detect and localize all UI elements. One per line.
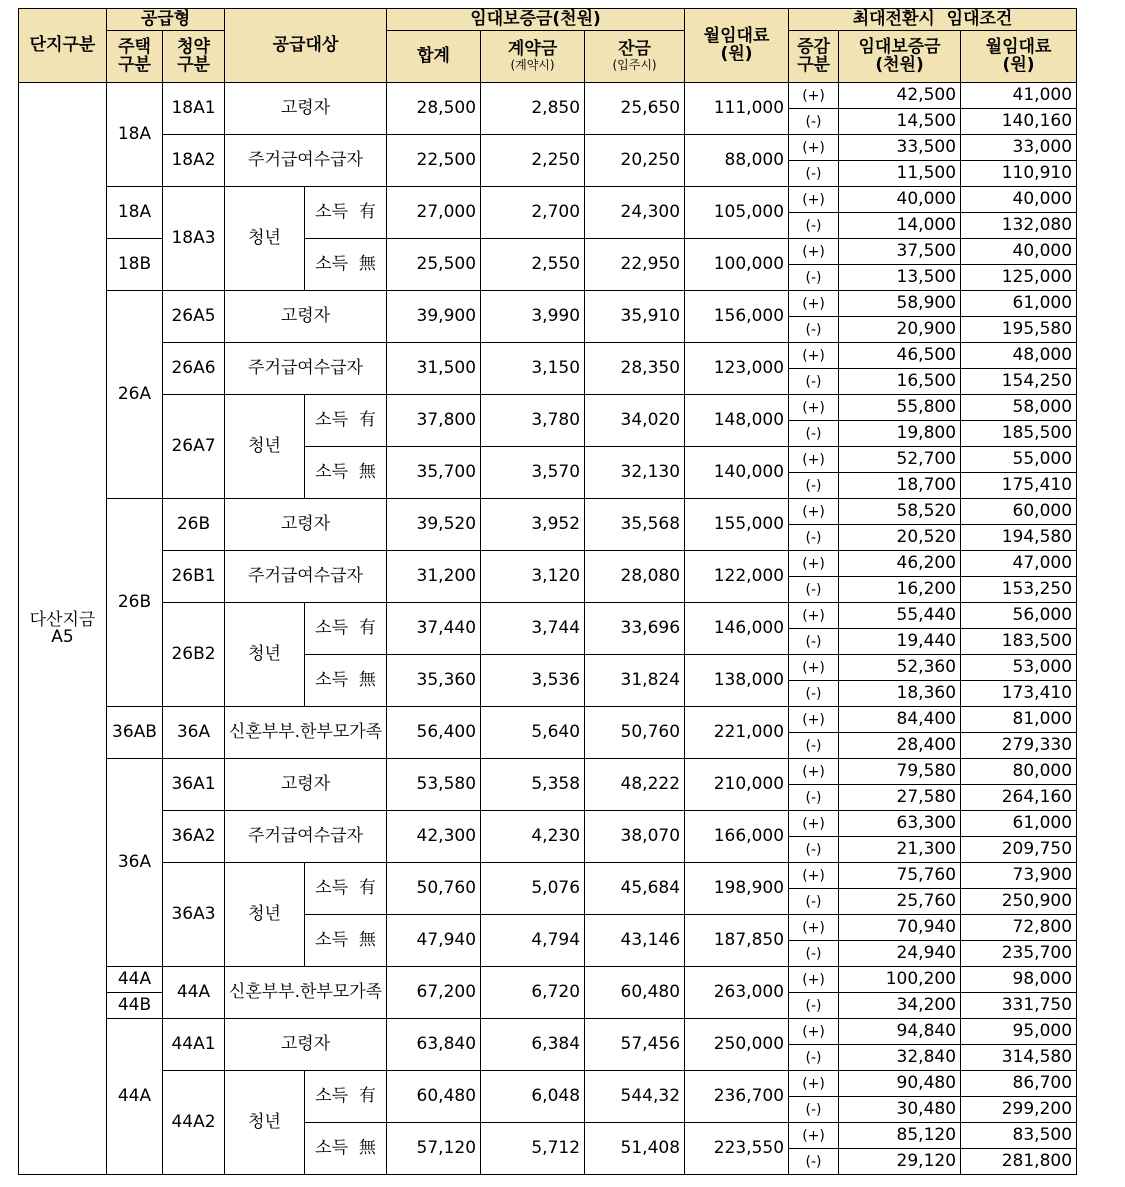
house-type-cell: 44B (107, 993, 163, 1019)
conv-deposit-cell: 63,300 (839, 811, 961, 837)
table-row (19, 603, 1077, 629)
balance-cell: 28,350 (585, 343, 685, 395)
contract-cell: 6,720 (481, 967, 585, 1019)
conv-deposit-cell: 84,400 (839, 707, 961, 733)
minus-sign-cell: (-) (789, 785, 839, 811)
conv-deposit-cell: 70,940 (839, 915, 961, 941)
conv-deposit-cell: 24,940 (839, 941, 961, 967)
conv-deposit-cell: 55,800 (839, 395, 961, 421)
table-row (19, 395, 1077, 421)
minus-sign-cell: (-) (789, 681, 839, 707)
conv-rent-cell: 183,500 (961, 629, 1077, 655)
conv-rent-cell: 235,700 (961, 941, 1077, 967)
minus-sign-cell: (-) (789, 109, 839, 135)
sub-type-cell: 44A1 (163, 1019, 225, 1071)
house-type-cell: 44A (107, 1019, 163, 1175)
contract-cell: 3,150 (481, 343, 585, 395)
house-type-cell: 36AB (107, 707, 163, 759)
minus-sign-cell: (-) (789, 993, 839, 1019)
conv-rent-cell: 56,000 (961, 603, 1077, 629)
rent-cell: 148,000 (685, 395, 789, 447)
contract-cell: 3,536 (481, 655, 585, 707)
conv-rent-cell: 281,800 (961, 1149, 1077, 1175)
rent-cell: 123,000 (685, 343, 789, 395)
rent-cell: 166,000 (685, 811, 789, 863)
table-row (19, 83, 1077, 109)
plus-sign-cell: (+) (789, 707, 839, 733)
rent-cell: 198,900 (685, 863, 789, 915)
plus-sign-cell: (+) (789, 395, 839, 421)
table-row (19, 291, 1077, 317)
target-cell: 고령자 (225, 499, 387, 551)
rent-cell: 146,000 (685, 603, 789, 655)
total-cell: 35,360 (387, 655, 481, 707)
sub-type-cell: 26A5 (163, 291, 225, 343)
conv-deposit-cell: 94,840 (839, 1019, 961, 1045)
balance-cell: 48,222 (585, 759, 685, 811)
conv-deposit-cell: 28,400 (839, 733, 961, 759)
conv-deposit-cell: 18,360 (839, 681, 961, 707)
table-row (19, 1071, 1077, 1097)
conv-deposit-cell: 85,120 (839, 1123, 961, 1149)
balance-cell: 43,146 (585, 915, 685, 967)
minus-sign-cell: (-) (789, 889, 839, 915)
conv-deposit-cell: 42,500 (839, 83, 961, 109)
conv-rent-cell: 194,580 (961, 525, 1077, 551)
income-cell: 소득 有 (305, 1071, 387, 1123)
house-type-cell: 26A (107, 291, 163, 499)
sub-type-cell: 36A2 (163, 811, 225, 863)
total-cell: 42,300 (387, 811, 481, 863)
plus-sign-cell: (+) (789, 915, 839, 941)
table-row (19, 499, 1077, 525)
target-cell: 청년 (225, 603, 305, 707)
conv-deposit-cell: 19,800 (839, 421, 961, 447)
total-cell: 39,900 (387, 291, 481, 343)
house-type-cell: 18A (107, 187, 163, 239)
table-row (19, 863, 1077, 889)
conv-deposit-cell: 100,200 (839, 967, 961, 993)
balance-cell: 28,080 (585, 551, 685, 603)
rent-cell: 111,000 (685, 83, 789, 135)
conv-deposit-cell: 46,200 (839, 551, 961, 577)
conv-deposit-cell: 34,200 (839, 993, 961, 1019)
conv-rent-cell: 53,000 (961, 655, 1077, 681)
header-deposit: 임대보증금(천원) (387, 9, 685, 31)
table-body (19, 83, 1077, 1175)
rent-cell: 122,000 (685, 551, 789, 603)
conv-deposit-cell: 19,440 (839, 629, 961, 655)
target-cell: 고령자 (225, 1019, 387, 1071)
header-rent: 월임대료 (원) (685, 9, 789, 83)
balance-cell: 22,950 (585, 239, 685, 291)
conv-deposit-cell: 20,520 (839, 525, 961, 551)
conv-deposit-cell: 25,760 (839, 889, 961, 915)
contract-cell: 5,358 (481, 759, 585, 811)
balance-cell: 32,130 (585, 447, 685, 499)
income-cell: 소득 無 (305, 1123, 387, 1175)
house-type-cell: 18B (107, 239, 163, 291)
house-type-cell: 44A (107, 967, 163, 993)
conv-deposit-cell: 46,500 (839, 343, 961, 369)
target-cell: 청년 (225, 395, 305, 499)
plus-sign-cell: (+) (789, 655, 839, 681)
conv-deposit-cell: 33,500 (839, 135, 961, 161)
table-row (19, 707, 1077, 733)
contract-cell: 2,850 (481, 83, 585, 135)
rent-cell: 187,850 (685, 915, 789, 967)
header-supply-type: 공급형 (107, 9, 225, 31)
conv-rent-cell: 154,250 (961, 369, 1077, 395)
sub-type-cell: 18A1 (163, 83, 225, 135)
plus-sign-cell: (+) (789, 239, 839, 265)
total-cell: 35,700 (387, 447, 481, 499)
header-conv-rent: 월임대료 (원) (961, 31, 1077, 83)
rent-cell: 138,000 (685, 655, 789, 707)
conv-rent-cell: 86,700 (961, 1071, 1077, 1097)
balance-cell: 45,684 (585, 863, 685, 915)
house-type-cell: 26B (107, 499, 163, 707)
conv-rent-cell: 98,000 (961, 967, 1077, 993)
sub-type-cell: 26A7 (163, 395, 225, 499)
conv-deposit-cell: 90,480 (839, 1071, 961, 1097)
contract-cell: 2,250 (481, 135, 585, 187)
balance-cell: 25,650 (585, 83, 685, 135)
conv-rent-cell: 153,250 (961, 577, 1077, 603)
minus-sign-cell: (-) (789, 265, 839, 291)
minus-sign-cell: (-) (789, 369, 839, 395)
conv-rent-cell: 81,000 (961, 707, 1077, 733)
target-cell: 청년 (225, 187, 305, 291)
conv-rent-cell: 60,000 (961, 499, 1077, 525)
plus-sign-cell: (+) (789, 1071, 839, 1097)
contract-cell: 4,794 (481, 915, 585, 967)
target-cell: 청년 (225, 1071, 305, 1175)
header-total: 합계 (387, 31, 481, 83)
conv-deposit-cell: 13,500 (839, 265, 961, 291)
conv-rent-cell: 264,160 (961, 785, 1077, 811)
plus-sign-cell: (+) (789, 1019, 839, 1045)
contract-cell: 3,744 (481, 603, 585, 655)
plus-sign-cell: (+) (789, 343, 839, 369)
table-row (19, 187, 1077, 213)
minus-sign-cell: (-) (789, 473, 839, 499)
conv-deposit-cell: 32,840 (839, 1045, 961, 1071)
conv-deposit-cell: 30,480 (839, 1097, 961, 1123)
contract-cell: 6,048 (481, 1071, 585, 1123)
conv-deposit-cell: 79,580 (839, 759, 961, 785)
target-cell: 주거급여수급자 (225, 343, 387, 395)
minus-sign-cell: (-) (789, 317, 839, 343)
balance-cell: 24,300 (585, 187, 685, 239)
target-cell: 신혼부부.한부모가족 (225, 707, 387, 759)
balance-cell: 51,408 (585, 1123, 685, 1175)
minus-sign-cell: (-) (789, 577, 839, 603)
total-cell: 22,500 (387, 135, 481, 187)
rent-cell: 155,000 (685, 499, 789, 551)
conv-rent-cell: 55,000 (961, 447, 1077, 473)
minus-sign-cell: (-) (789, 837, 839, 863)
conv-rent-cell: 132,080 (961, 213, 1077, 239)
sub-type-cell: 26A6 (163, 343, 225, 395)
contract-cell: 5,640 (481, 707, 585, 759)
minus-sign-cell: (-) (789, 1149, 839, 1175)
rent-cell: 100,000 (685, 239, 789, 291)
rent-cell: 250,000 (685, 1019, 789, 1071)
contract-cell: 2,700 (481, 187, 585, 239)
table-row (19, 967, 1077, 993)
conv-rent-cell: 95,000 (961, 1019, 1077, 1045)
sub-type-cell: 44A (163, 967, 225, 1019)
conv-rent-cell: 175,410 (961, 473, 1077, 499)
balance-cell: 31,824 (585, 655, 685, 707)
header-sign: 증감 구분 (789, 31, 839, 83)
income-cell: 소득 有 (305, 863, 387, 915)
contract-cell: 6,384 (481, 1019, 585, 1071)
house-type-cell: 18A (107, 83, 163, 187)
conv-rent-cell: 33,000 (961, 135, 1077, 161)
plus-sign-cell: (+) (789, 499, 839, 525)
minus-sign-cell: (-) (789, 525, 839, 551)
conv-rent-cell: 80,000 (961, 759, 1077, 785)
income-cell: 소득 有 (305, 187, 387, 239)
target-cell: 고령자 (225, 291, 387, 343)
rent-cell: 105,000 (685, 187, 789, 239)
conv-rent-cell: 41,000 (961, 83, 1077, 109)
balance-cell: 35,568 (585, 499, 685, 551)
target-cell: 청년 (225, 863, 305, 967)
header-conv-deposit: 임대보증금 (천원) (839, 31, 961, 83)
conv-rent-cell: 47,000 (961, 551, 1077, 577)
conv-deposit-cell: 52,700 (839, 447, 961, 473)
income-cell: 소득 無 (305, 655, 387, 707)
plus-sign-cell: (+) (789, 759, 839, 785)
minus-sign-cell: (-) (789, 941, 839, 967)
total-cell: 63,840 (387, 1019, 481, 1071)
conv-rent-cell: 125,000 (961, 265, 1077, 291)
conv-rent-cell: 185,500 (961, 421, 1077, 447)
conv-deposit-cell: 52,360 (839, 655, 961, 681)
income-cell: 소득 有 (305, 603, 387, 655)
rent-cell: 88,000 (685, 135, 789, 187)
target-cell: 신혼부부.한부모가족 (225, 967, 387, 1019)
sub-type-cell: 18A3 (163, 187, 225, 291)
plus-sign-cell: (+) (789, 811, 839, 837)
total-cell: 67,200 (387, 967, 481, 1019)
sub-type-cell: 18A2 (163, 135, 225, 187)
income-cell: 소득 無 (305, 239, 387, 291)
rent-cell: 140,000 (685, 447, 789, 499)
contract-cell: 3,120 (481, 551, 585, 603)
plus-sign-cell: (+) (789, 863, 839, 889)
conv-deposit-cell: 55,440 (839, 603, 961, 629)
conv-rent-cell: 40,000 (961, 239, 1077, 265)
conv-deposit-cell: 21,300 (839, 837, 961, 863)
conv-rent-cell: 110,910 (961, 161, 1077, 187)
balance-cell: 57,456 (585, 1019, 685, 1071)
sub-type-cell: 26B (163, 499, 225, 551)
total-cell: 31,200 (387, 551, 481, 603)
total-cell: 53,580 (387, 759, 481, 811)
contract-cell: 5,712 (481, 1123, 585, 1175)
header-balance: 잔금 (입주시) (585, 31, 685, 83)
rent-cell: 210,000 (685, 759, 789, 811)
conv-deposit-cell: 75,760 (839, 863, 961, 889)
sub-type-cell: 36A1 (163, 759, 225, 811)
table-row (19, 1019, 1077, 1045)
sub-type-cell: 26B1 (163, 551, 225, 603)
total-cell: 28,500 (387, 83, 481, 135)
contract-cell: 5,076 (481, 863, 585, 915)
conv-rent-cell: 279,330 (961, 733, 1077, 759)
complex-cell: 다산지금 A5 (19, 83, 107, 1175)
total-cell: 37,440 (387, 603, 481, 655)
rent-cell: 221,000 (685, 707, 789, 759)
income-cell: 소득 無 (305, 447, 387, 499)
conv-rent-cell: 195,580 (961, 317, 1077, 343)
conv-rent-cell: 48,000 (961, 343, 1077, 369)
conv-deposit-cell: 20,900 (839, 317, 961, 343)
header-complex: 단지구분 (19, 9, 107, 83)
minus-sign-cell: (-) (789, 213, 839, 239)
conv-rent-cell: 83,500 (961, 1123, 1077, 1149)
total-cell: 56,400 (387, 707, 481, 759)
header-conversion: 최대전환시 임대조건 (789, 9, 1077, 31)
house-type-cell: 36A (107, 759, 163, 967)
conv-rent-cell: 250,900 (961, 889, 1077, 915)
conv-rent-cell: 61,000 (961, 291, 1077, 317)
conv-deposit-cell: 11,500 (839, 161, 961, 187)
rent-cell: 236,700 (685, 1071, 789, 1123)
balance-cell: 34,020 (585, 395, 685, 447)
total-cell: 47,940 (387, 915, 481, 967)
contract-cell: 4,230 (481, 811, 585, 863)
target-cell: 주거급여수급자 (225, 551, 387, 603)
conv-deposit-cell: 18,700 (839, 473, 961, 499)
conv-rent-cell: 331,750 (961, 993, 1077, 1019)
conv-rent-cell: 299,200 (961, 1097, 1077, 1123)
balance-cell: 33,696 (585, 603, 685, 655)
balance-cell: 35,910 (585, 291, 685, 343)
plus-sign-cell: (+) (789, 291, 839, 317)
minus-sign-cell: (-) (789, 733, 839, 759)
conv-rent-cell: 140,160 (961, 109, 1077, 135)
conv-rent-cell: 61,000 (961, 811, 1077, 837)
minus-sign-cell: (-) (789, 629, 839, 655)
table-row (19, 811, 1077, 837)
plus-sign-cell: (+) (789, 1123, 839, 1149)
plus-sign-cell: (+) (789, 83, 839, 109)
balance-cell: 60,480 (585, 967, 685, 1019)
plus-sign-cell: (+) (789, 603, 839, 629)
income-cell: 소득 有 (305, 395, 387, 447)
total-cell: 27,000 (387, 187, 481, 239)
table-row (19, 135, 1077, 161)
conv-deposit-cell: 58,520 (839, 499, 961, 525)
plus-sign-cell: (+) (789, 967, 839, 993)
conv-deposit-cell: 16,500 (839, 369, 961, 395)
contract-cell: 3,952 (481, 499, 585, 551)
income-cell: 소득 無 (305, 915, 387, 967)
total-cell: 57,120 (387, 1123, 481, 1175)
total-cell: 37,800 (387, 395, 481, 447)
conv-deposit-cell: 58,900 (839, 291, 961, 317)
target-cell: 고령자 (225, 83, 387, 135)
conv-deposit-cell: 16,200 (839, 577, 961, 603)
sub-type-cell: 44A2 (163, 1071, 225, 1175)
conv-rent-cell: 209,750 (961, 837, 1077, 863)
balance-cell: 50,760 (585, 707, 685, 759)
target-cell: 주거급여수급자 (225, 135, 387, 187)
total-cell: 31,500 (387, 343, 481, 395)
conv-deposit-cell: 37,500 (839, 239, 961, 265)
minus-sign-cell: (-) (789, 421, 839, 447)
conv-deposit-cell: 29,120 (839, 1149, 961, 1175)
conv-rent-cell: 173,410 (961, 681, 1077, 707)
table-row (19, 343, 1077, 369)
total-cell: 39,520 (387, 499, 481, 551)
contract-cell: 3,570 (481, 447, 585, 499)
plus-sign-cell: (+) (789, 551, 839, 577)
header-contract: 계약금 (계약시) (481, 31, 585, 83)
conv-deposit-cell: 14,500 (839, 109, 961, 135)
header-house-type: 주택 구분 (107, 31, 163, 83)
conv-rent-cell: 40,000 (961, 187, 1077, 213)
balance-cell: 544,32 (585, 1071, 685, 1123)
contract-cell: 3,990 (481, 291, 585, 343)
rent-table (18, 8, 1077, 1175)
conv-rent-cell: 58,000 (961, 395, 1077, 421)
conv-rent-cell: 73,900 (961, 863, 1077, 889)
conv-rent-cell: 314,580 (961, 1045, 1077, 1071)
total-cell: 60,480 (387, 1071, 481, 1123)
total-cell: 25,500 (387, 239, 481, 291)
conv-rent-cell: 72,800 (961, 915, 1077, 941)
plus-sign-cell: (+) (789, 447, 839, 473)
header-sub-type: 청약 구분 (163, 31, 225, 83)
balance-cell: 20,250 (585, 135, 685, 187)
conv-deposit-cell: 40,000 (839, 187, 961, 213)
plus-sign-cell: (+) (789, 135, 839, 161)
table-row (19, 551, 1077, 577)
balance-cell: 38,070 (585, 811, 685, 863)
contract-cell: 3,780 (481, 395, 585, 447)
total-cell: 50,760 (387, 863, 481, 915)
conv-deposit-cell: 27,580 (839, 785, 961, 811)
plus-sign-cell: (+) (789, 187, 839, 213)
sub-type-cell: 36A3 (163, 863, 225, 967)
minus-sign-cell: (-) (789, 1097, 839, 1123)
sub-type-cell: 26B2 (163, 603, 225, 707)
target-cell: 고령자 (225, 759, 387, 811)
rent-cell: 156,000 (685, 291, 789, 343)
sub-type-cell: 36A (163, 707, 225, 759)
header-target: 공급대상 (225, 9, 387, 83)
rent-cell: 263,000 (685, 967, 789, 1019)
minus-sign-cell: (-) (789, 1045, 839, 1071)
minus-sign-cell: (-) (789, 161, 839, 187)
target-cell: 주거급여수급자 (225, 811, 387, 863)
conv-deposit-cell: 14,000 (839, 213, 961, 239)
table-row (19, 759, 1077, 785)
contract-cell: 2,550 (481, 239, 585, 291)
rent-cell: 223,550 (685, 1123, 789, 1175)
